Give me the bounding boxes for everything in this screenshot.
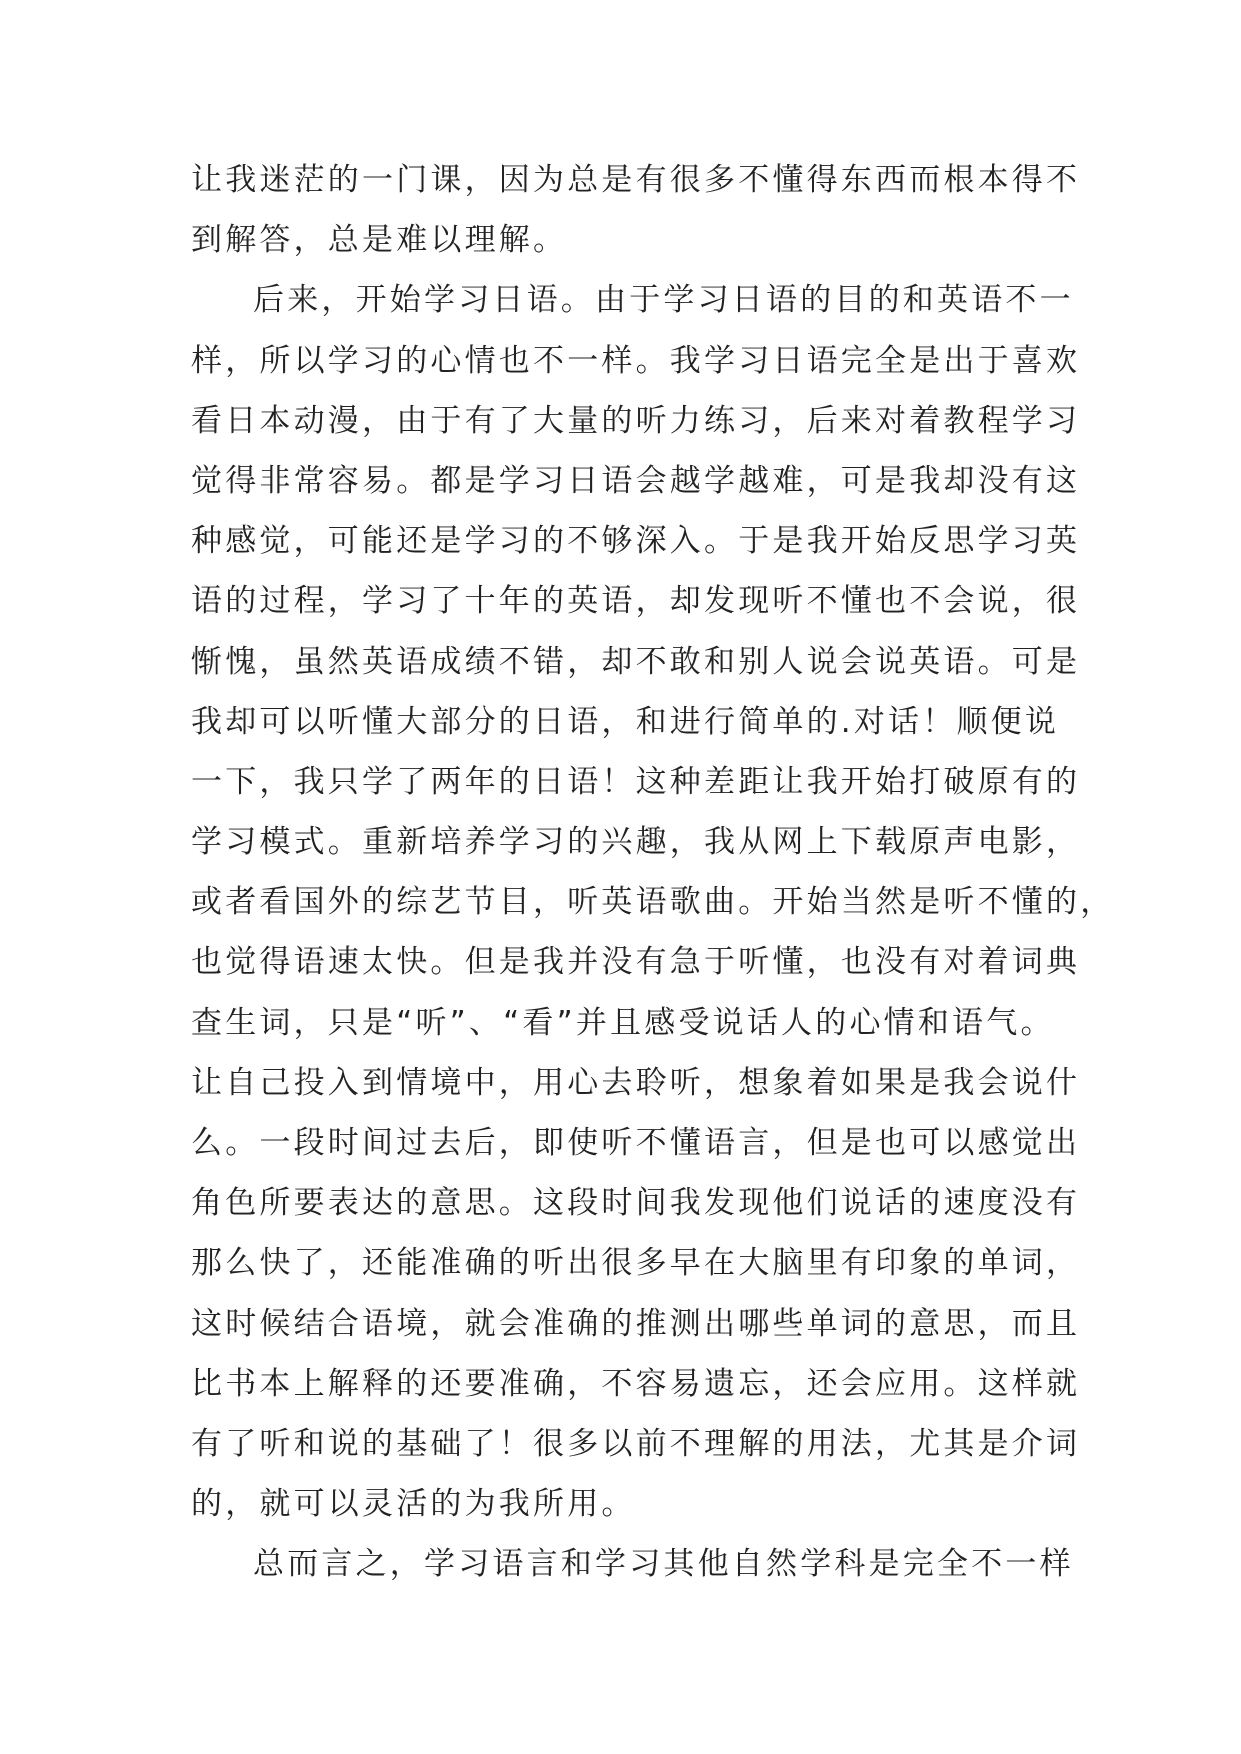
text-line: 惭愧，虽然英语成绩不错，却不敢和别人说会说英语。可是 — [191, 643, 1081, 680]
text-line: 让自己投入到情境中，用心去聆听，想象着如果是我会说什 — [191, 1064, 1081, 1101]
text-line: 到解答，总是难以理解。 — [191, 222, 568, 259]
text-line: 让我迷茫的一门课，因为总是有很多不懂得东西而根本得不 — [191, 162, 1081, 198]
paragraph-start-line: 总而言之，学习语言和学习其他自然学科是完全不一样 — [253, 1546, 1074, 1583]
text-line: 的，就可以灵活的为我所用。 — [191, 1486, 636, 1523]
text-line: 看日本动漫，由于有了大量的听力练习，后来对着教程学习 — [191, 402, 1081, 439]
text-line: 那么快了，还能准确的听出很多早在大脑里有印象的单词， — [191, 1245, 1081, 1282]
text-line: 我却可以听懂大部分的日语，和进行简单的.对话！顺便说 — [191, 703, 1060, 740]
text-line: 比书本上解释的还要准确，不容易遗忘，还会应用。这样就 — [191, 1365, 1081, 1402]
text-line: 种感觉，可能还是学习的不够深入。于是我开始反思学习英 — [191, 523, 1081, 560]
text-line: 语的过程，学习了十年的英语，却发现听不懂也不会说，很 — [191, 583, 1081, 620]
paragraph-start-line: 后来，开始学习日语。由于学习日语的目的和英语不一 — [253, 282, 1074, 319]
text-line: 角色所要表达的意思。这段时间我发现他们说话的速度没有 — [191, 1185, 1081, 1222]
text-line: 查生词，只是“听”、“看”并且感受说话人的心情和语气。 — [191, 1004, 1055, 1041]
text-line: 一下，我只学了两年的日语！这种差距让我开始打破原有的 — [191, 763, 1081, 800]
text-line: 样，所以学习的心情也不一样。我学习日语完全是出于喜欢 — [191, 342, 1081, 379]
text-line: 这时候结合语境，就会准确的推测出哪些单词的意思，而且 — [191, 1305, 1081, 1342]
text-line: 觉得非常容易。都是学习日语会越学越难，可是我却没有这 — [191, 462, 1081, 499]
text-line: 有了听和说的基础了！很多以前不理解的用法，尤其是介词 — [191, 1425, 1081, 1462]
text-line: 或者看国外的综艺节目，听英语歌曲。开始当然是听不懂的， — [191, 884, 1115, 921]
text-line: 也觉得语速太快。但是我并没有急于听懂，也没有对着词典 — [191, 944, 1081, 981]
body-text — [191, 150, 1115, 1595]
text-line: 学习模式。重新培养学习的兴趣，我从网上下载原声电影， — [191, 824, 1081, 861]
text-line: 么。一段时间过去后，即使听不懂语言，但是也可以感觉出 — [191, 1125, 1081, 1161]
